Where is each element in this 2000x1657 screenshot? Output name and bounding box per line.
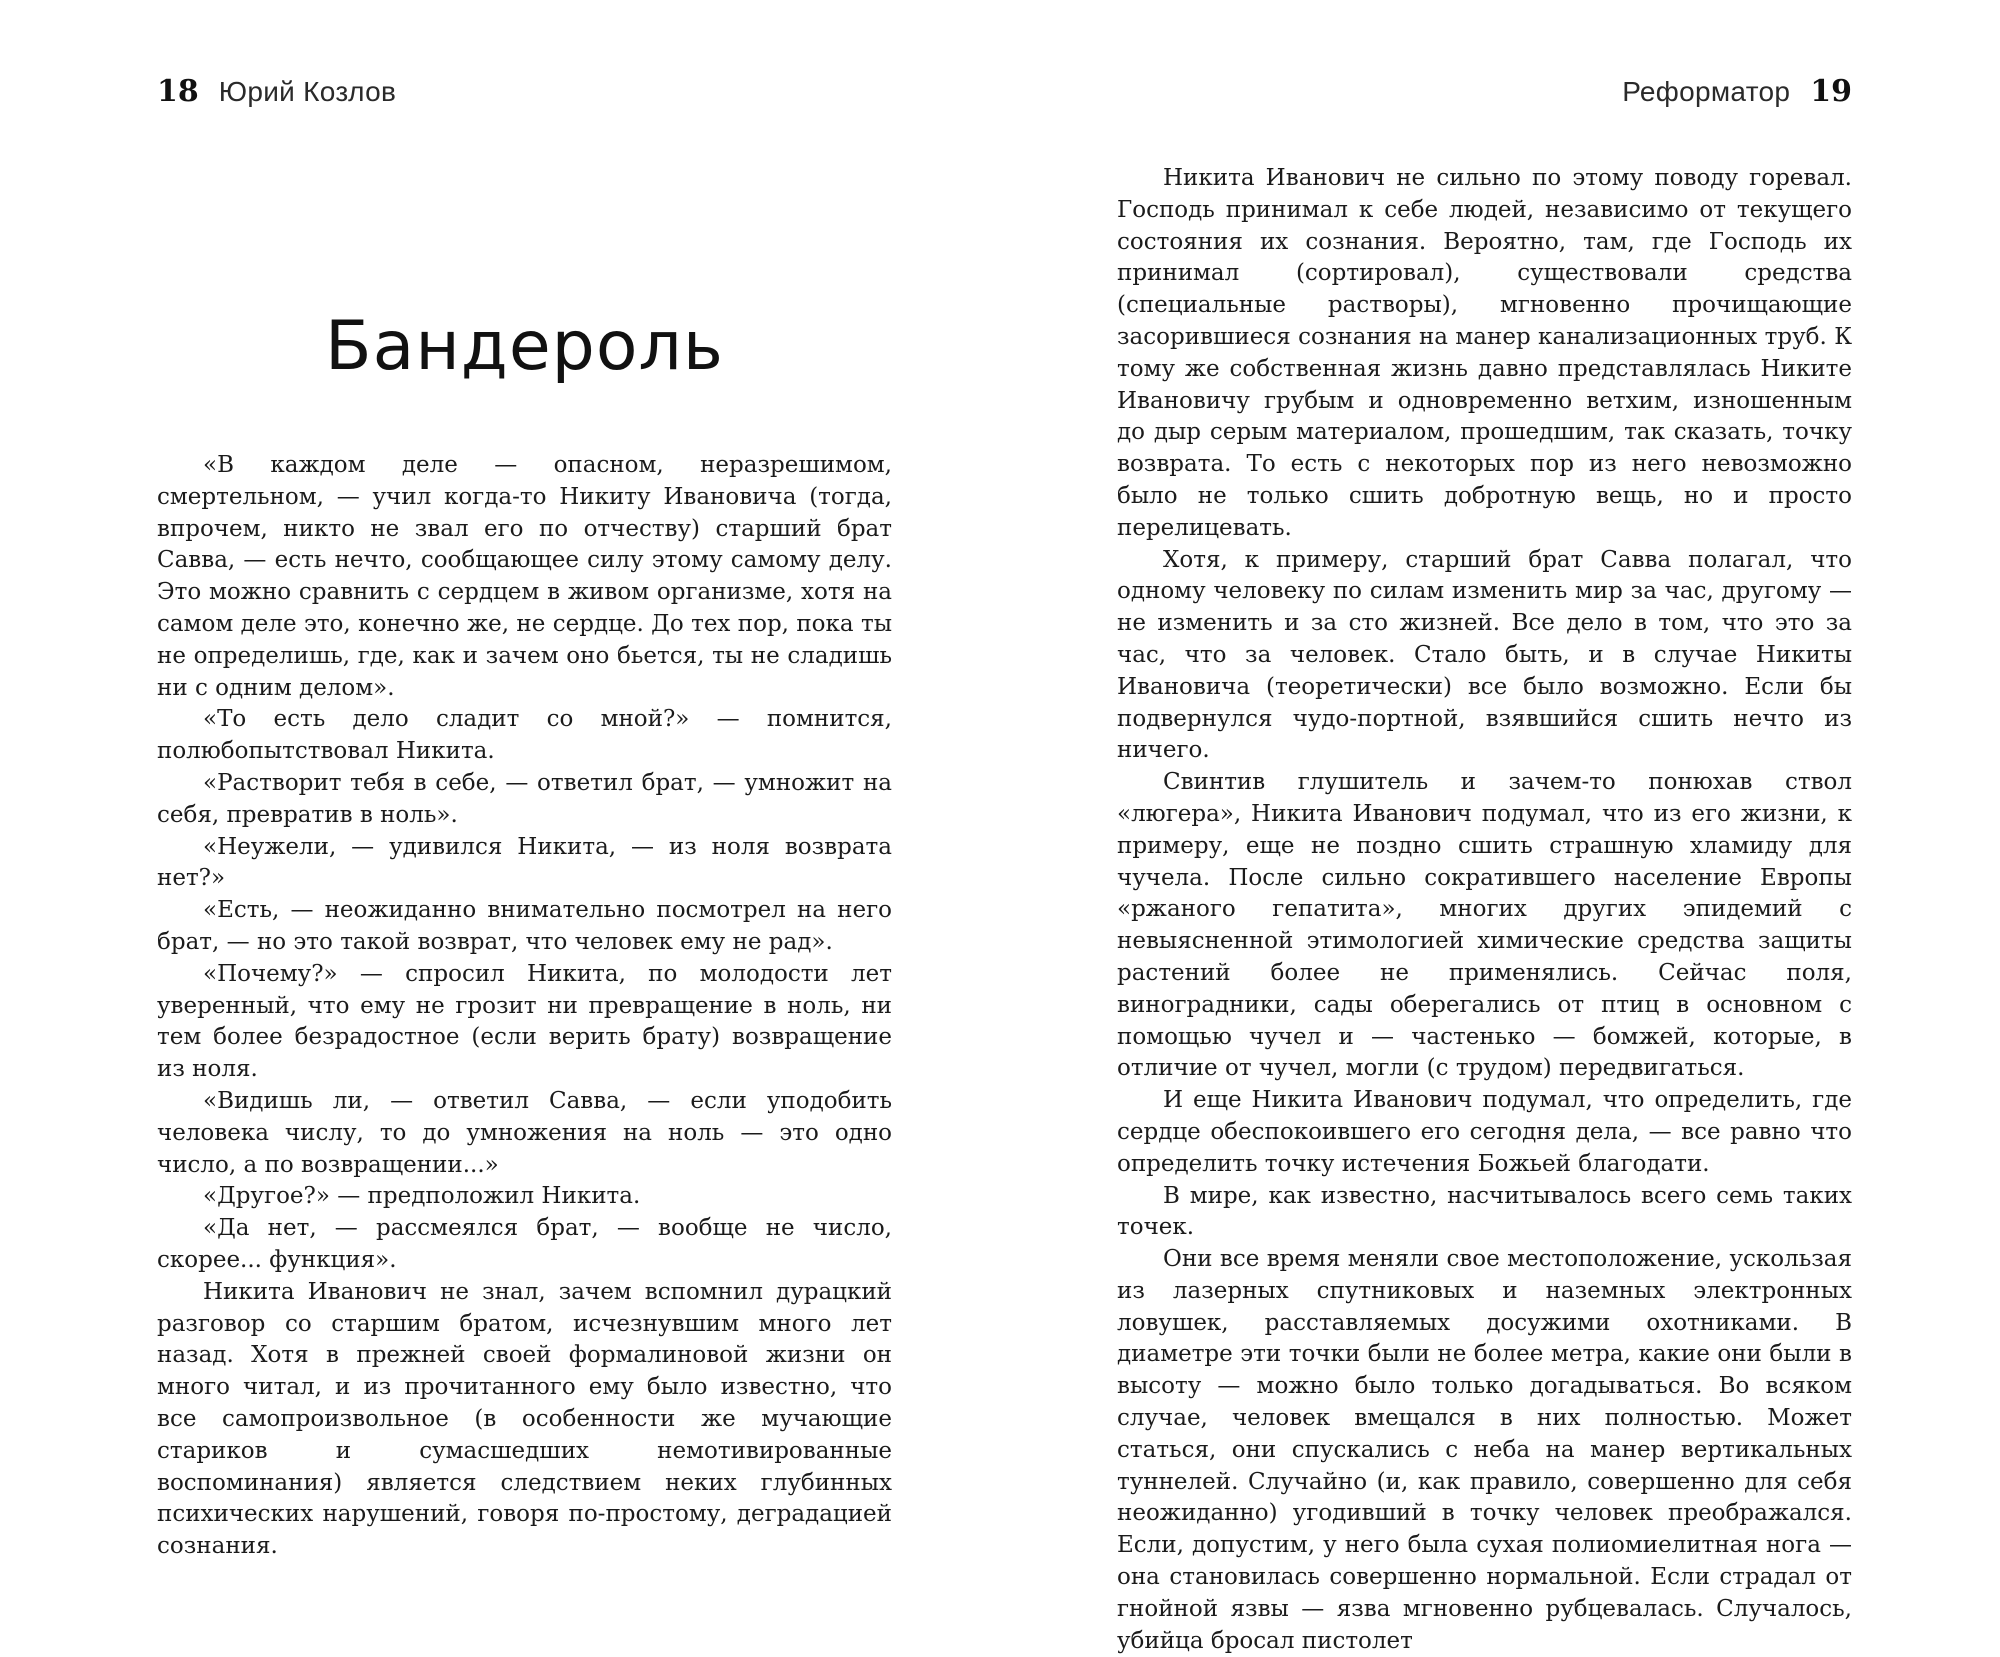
right-page-header [1622,74,1852,118]
paragraph: Никита Иванович не знал, зачем вспомнил дурацкий разговор со старшим братом, исчезнувшим много лет назад. Хотя в прежней своей формалиновой жизни он много читал, и из прочитанного ему было известно, что все самопроизвольное (в особенности же мучающие стариков и сумасшедших немотивированные воспоминания) является следствием неких глубинных психических нарушений, говоря по-простому, деградацией сознания. [157,1278,892,1560]
paragraph: «Другое?» — предположил Никита. [203,1183,641,1210]
paragraph: Они все время меняли свое местоположение, ускользая из лазерных спутниковых и наземных электронных ловушек, расставляемых досужими охотниками. В диаметре эти точки были не более метра, какие они были в высоту — можно было только догадываться. Во всяком случае, человек вмещался в них полностью. Может статься, они спускались с неба на манер вертикальных туннелей. Случайно (и, как правило, совершенно для себя неожиданно) угодивший в точку человек преображался. Если, допустим, у него была сухая полиомиелитная нога — она становилась совершенно нормальной. Если страдал от гнойной язвы — язва мгновенно рубцевалась. Случалось, убийца бросал пистолет [1117,1246,1852,1654]
paragraph: И еще Никита Иванович подумал, что определить, где сердце обеспокоившего его сегодня дела, — все равно что определить точку истечения Божьей благодати. [1117,1087,1852,1177]
right-page-body [1117,163,1852,1657]
right-running-head: Реформатор [1622,76,1791,107]
paragraph: «В каждом деле — опасном, неразрешимом, смертельном, — учил когда-то Никиту Ивановича (тогда, впрочем, никто не звал его по отчеству) старший брат Савва, — есть нечто, сообщающее силу этому самому делу. Это можно сравнить с сердцем в живом организме, хотя на самом деле это, конечно же, не сердце. До тех пор, пока ты не определишь, где, как и зачем оно бьется, ты не сладишь ни с одним делом». [157,452,892,701]
right-page-number: 19 [1810,74,1852,109]
left-page-header [157,74,396,118]
paragraph: «Видишь ли, — ответил Савва, — если уподобить человека числу, то до умножения на ноль — это одно число, а по возвращении...» [157,1087,892,1178]
paragraph: Хотя, к примеру, старший брат Савва полагал, что одному человеку по силам изменить мир за час, другому — не изменить и за сто жизней. Все дело в том, что это за час, что за человек. Стало быть, и в случае Никиты Ивановича (теоретически) все было возможно. Если бы подвернулся чудо-портной, взявшийся сшить нечто из ничего. [1117,546,1852,764]
paragraph: В мире, как известно, насчитывалось всего семь таких точек. [1117,1182,1852,1241]
paragraph: «Есть, — неожиданно внимательно посмотрел на него брат, — но это такой возврат, что человек ему не рад». [157,897,892,955]
left-page-body [157,450,892,1563]
paragraph: «Неужели, — удивился Никита, — из ноля возврата нет?» [157,833,892,892]
paragraph: «То есть дело сладит со мной?» — помнится, полюбопытствовал Никита. [157,706,892,765]
left-running-head: Юрий Козлов [218,76,397,107]
paragraph: «Да нет, — рассмеялся брат, — вообще не число, скорее... функция». [157,1215,892,1273]
paragraph: «Почему?» — спросил Никита, по молодости лет уверенный, что ему не грозит ни превращение в ноль, ни тем более безрадостное (если верить брату) возвращение из ноля. [157,960,892,1083]
chapter-title: Бандероль [325,307,724,386]
paragraph: Никита Иванович не сильно по этому поводу горевал. Господь принимал к себе людей, независимо от текущего состояния их сознания. Вероятно, там, где Господь их принимал (сортировал), существовали средства (специальные растворы), мгновенно прочищающие засорившиеся сознания на манер канализационных труб. К тому же собственная жизнь давно представлялась Никите Ивановичу грубым и одновременно ветхим, изношенным до дыр серым материалом, прошедшим, так сказать, точку возврата. То есть с некоторых пор из него невозможно было не только сшить добротную вещь, но и просто перелицевать. [1117,165,1852,541]
paragraph: «Растворит тебя в себе, — ответил брат, — умножит на себя, превратив в ноль». [157,769,892,828]
left-page-number: 18 [157,74,199,109]
paragraph: Свинтив глушитель и зачем-то понюхав ствол «люгера», Никита Иванович подумал, что из его жизни, к примеру, еще не поздно сшить страшную хламиду для чучела. После сильно сократившего население Европы «ржаного гепатита», многих других эпидемий с невыясненной этимологией химические средства защиты растений более не применялись. Сейчас поля, виноградники, сады оберегались от птиц в основном с помощью чучел и — частенько — бомжей, которые, в отличие от чучел, могли (с трудом) передвигаться. [1117,769,1852,1082]
